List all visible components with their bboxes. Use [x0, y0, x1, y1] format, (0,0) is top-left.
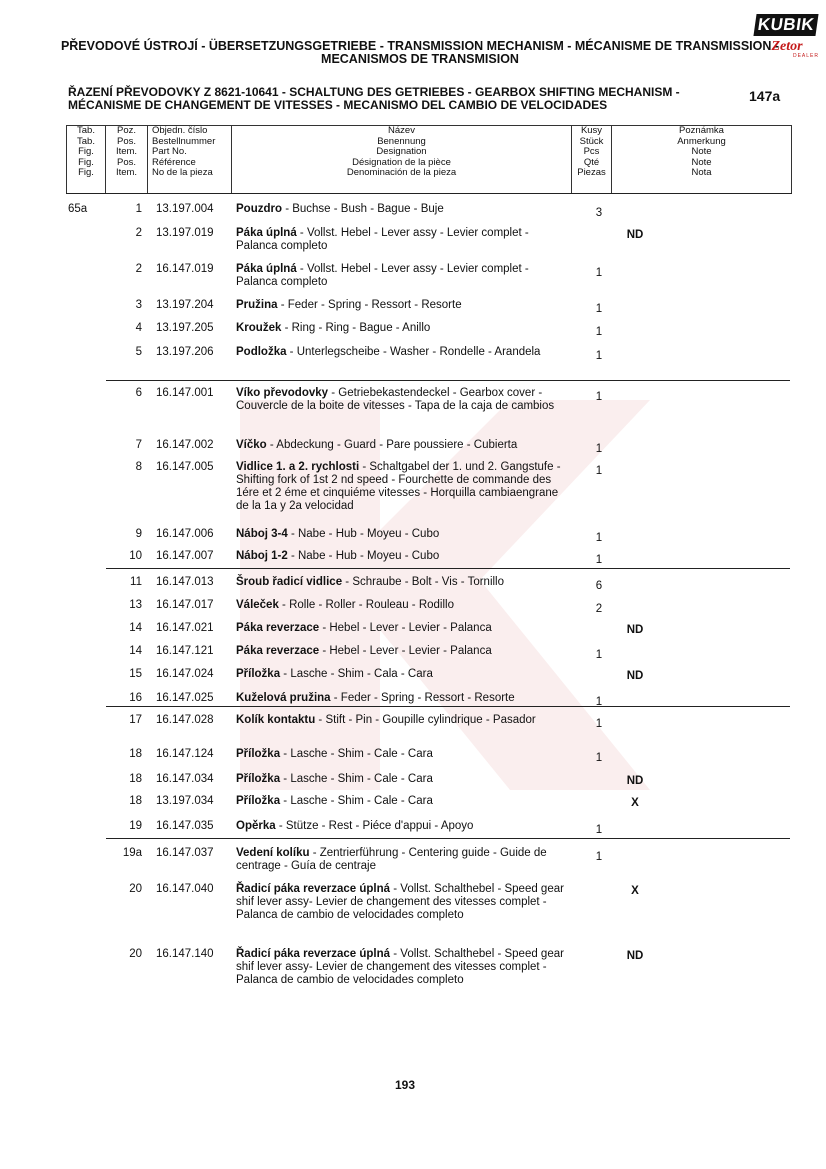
row-part-name: Víčko	[236, 439, 267, 451]
kubik-zetor-logo	[755, 14, 819, 70]
row-note: ND	[626, 670, 644, 682]
row-part-number: 16.147.017	[156, 599, 214, 611]
row-quantity: 1	[595, 267, 603, 279]
row-translations: - Vollst. Schalthebel - Speed gear shif lever assy- Levier de changement des vitesses complet - Palanca de cambio de velocidades completo	[236, 948, 564, 986]
row-note: ND	[626, 950, 644, 962]
row-note: ND	[626, 624, 644, 636]
header-name: Název Benennung Designation Désignation de la pièce Denominación de la pieza	[232, 125, 572, 193]
row-translations: - Feder - Spring - Ressort - Resorte	[277, 299, 462, 311]
row-description	[236, 203, 566, 216]
row-part-name: Pružina	[236, 299, 278, 311]
row-position: 3	[135, 299, 142, 311]
row-translations: - Nabe - Hub - Moyeu - Cubo	[287, 528, 440, 540]
section-title: ŘAZENÍ PŘEVODOVKY Z 8621-10641 - SCHALTUNG DES GETRIEBES - GEARBOX SHIFTING MECHANISM - MÉCANISME DE CHANGEMENT DE VITESSES - MECANISMO DEL CAMBIO DE VELOCIDADES	[68, 85, 680, 112]
row-translations: - Zentrierführung - Centering guide - Guide de centrage - Guía de centraje	[236, 847, 547, 872]
row-description	[236, 847, 566, 873]
row-position: 16	[129, 692, 142, 704]
row-part-number: 13.197.004	[156, 203, 214, 215]
header-bottom-rule	[66, 193, 792, 194]
row-quantity: 1	[595, 532, 603, 544]
row-part-number: 16.147.140	[156, 948, 214, 960]
row-part-name: Náboj 1-2	[236, 550, 288, 562]
row-description	[236, 528, 566, 541]
row-translations: - Getriebekastendeckel - Gearbox cover - Couvercle de la boite de vitesses - Tapa de la caja de cambios	[236, 387, 555, 412]
row-part-number: 13.197.019	[156, 227, 214, 239]
row-position: 7	[135, 439, 142, 451]
row-translations: - Vollst. Hebel - Lever assy - Levier complet - Palanca completo	[236, 227, 529, 252]
row-position: 14	[129, 645, 142, 657]
row-quantity: 1	[595, 824, 603, 836]
row-quantity: 1	[595, 696, 603, 708]
header-note: Poznámka Anmerkung Note Note Nota	[612, 125, 792, 193]
row-translations: - Schaltgabel der 1. und 2. Gangstufe - Shifting fork of 1st 2 nd speed - Fourchette de commande des 1ére et 2 éme et cinquiéme vitesses - Horquilla cambiaengrane de la 1a y 2a velocidad	[236, 461, 561, 512]
row-quantity: 1	[595, 851, 603, 863]
row-description	[236, 748, 566, 761]
row-tab-ref: 65a	[68, 203, 88, 215]
row-note: X	[631, 797, 639, 809]
row-position: 18	[129, 773, 142, 785]
row-description	[236, 439, 566, 452]
row-quantity: 2	[595, 603, 603, 615]
row-translations: - Stütze - Rest - Piéce d'appui - Apoyo	[275, 820, 474, 832]
row-description	[236, 645, 566, 658]
row-quantity: 1	[595, 391, 603, 403]
row-quantity: 1	[595, 326, 603, 338]
row-description	[236, 820, 566, 833]
row-position: 9	[135, 528, 142, 540]
row-description	[236, 346, 566, 359]
row-note: X	[631, 885, 639, 897]
row-quantity: 1	[595, 303, 603, 315]
row-part-name: Kroužek	[236, 322, 282, 334]
row-description	[236, 227, 566, 253]
row-translations: - Lasche - Shim - Cala - Cara	[280, 668, 433, 680]
row-position: 13	[129, 599, 142, 611]
row-part-number: 16.147.024	[156, 668, 214, 680]
row-part-name: Páka reverzace	[236, 622, 320, 634]
row-part-number: 13.197.205	[156, 322, 214, 334]
row-part-name: Páka úplná	[236, 263, 297, 275]
row-part-name: Řadicí páka reverzace úplná	[236, 948, 391, 960]
row-quantity: 1	[595, 465, 603, 477]
header-part-number: Objedn. číslo Bestellnummer Part No. Référence No de la pieza	[148, 125, 232, 193]
row-translations: - Feder - Spring - Ressort - Resorte	[330, 692, 515, 704]
row-description	[236, 461, 566, 513]
row-translations: - Lasche - Shim - Cale - Cara	[280, 795, 433, 807]
row-position: 4	[135, 322, 142, 334]
row-translations: - Buchse - Bush - Bague - Buje	[282, 203, 444, 215]
kubik-logo-text: KUBIK	[753, 14, 818, 36]
row-part-name: Opěrka	[236, 820, 276, 832]
row-separator	[106, 838, 790, 839]
row-description	[236, 714, 566, 727]
row-part-name: Víko převodovky	[236, 387, 329, 399]
row-translations: - Hebel - Lever - Levier - Palanca	[319, 622, 492, 634]
row-part-number: 16.147.040	[156, 883, 214, 895]
row-part-name: Pouzdro	[236, 203, 282, 215]
row-note: ND	[626, 775, 644, 787]
row-part-name: Šroub řadicí vidlice	[236, 576, 343, 588]
row-part-number: 13.197.034	[156, 795, 214, 807]
row-position: 11	[130, 576, 142, 588]
row-description	[236, 795, 566, 808]
row-translations: - Schraube - Bolt - Vis - Tornillo	[342, 576, 505, 588]
row-translations: - Rolle - Roller - Rouleau - Rodillo	[278, 599, 454, 611]
row-translations: - Nabe - Hub - Moyeu - Cubo	[287, 550, 440, 562]
row-part-number: 16.147.001	[156, 387, 214, 399]
header-tab: Tab. Tab. Fig. Fig. Fig.	[66, 125, 106, 193]
row-part-name: Příložka	[236, 795, 281, 807]
row-position: 20	[129, 883, 142, 895]
zetor-logo-text: Zetor	[771, 39, 803, 54]
row-part-name: Váleček	[236, 599, 279, 611]
document-header-title: PŘEVODOVÉ ÚSTROJÍ - ÜBERSETZUNGSGETRIEBE - TRANSMISSION MECHANISM - MÉCANISME DE TRANSMISSION - MECANISMOS DE TRANSMISION	[60, 39, 780, 66]
row-description	[236, 622, 566, 635]
row-position: 1	[135, 203, 142, 215]
row-part-name: Vedení kolíku	[236, 847, 310, 859]
row-position: 8	[135, 461, 142, 473]
row-position: 6	[135, 387, 142, 399]
row-position: 18	[129, 748, 142, 760]
row-part-number: 16.147.025	[156, 692, 214, 704]
row-quantity: 1	[595, 443, 603, 455]
row-part-name: Vidlice 1. a 2. rychlosti	[236, 461, 360, 473]
row-position: 19	[129, 820, 142, 832]
row-part-number: 13.197.206	[156, 346, 214, 358]
row-translations: - Abdeckung - Guard - Pare poussiere - Cubierta	[266, 439, 518, 451]
table-header	[66, 125, 792, 193]
row-position: 18	[129, 795, 142, 807]
row-part-number: 16.147.019	[156, 263, 214, 275]
row-translations: - Unterlegscheibe - Washer - Rondelle - Arandela	[286, 346, 541, 358]
row-position: 17	[129, 714, 142, 726]
row-part-number: 16.147.006	[156, 528, 214, 540]
row-quantity: 1	[595, 649, 603, 661]
row-translations: - Ring - Ring - Bague - Anillo	[281, 322, 431, 334]
row-description	[236, 883, 566, 922]
dealer-logo-tag: DEALER	[792, 53, 819, 59]
row-part-name: Kuželová pružina	[236, 692, 331, 704]
row-part-number: 16.147.034	[156, 773, 214, 785]
row-position: 14	[129, 622, 142, 634]
row-translations: - Vollst. Hebel - Lever assy - Levier complet - Palanca completo	[236, 263, 529, 288]
row-translations: - Lasche - Shim - Cale - Cara	[280, 748, 433, 760]
row-part-name: Podložka	[236, 346, 287, 358]
row-part-name: Náboj 3-4	[236, 528, 288, 540]
row-translations: - Hebel - Lever - Levier - Palanca	[319, 645, 492, 657]
page-code: 147a	[749, 88, 781, 104]
row-description	[236, 299, 566, 312]
row-quantity: 3	[595, 207, 603, 219]
row-part-number: 16.147.005	[156, 461, 214, 473]
row-description	[236, 263, 566, 289]
row-position: 5	[135, 346, 142, 358]
row-description	[236, 550, 566, 563]
row-separator	[106, 568, 790, 569]
row-part-number: 16.147.028	[156, 714, 214, 726]
header-qty: Kusy Stück Pcs Qté Piezas	[572, 125, 612, 193]
row-part-name: Páka úplná	[236, 227, 297, 239]
row-description	[236, 576, 566, 589]
page-number: 193	[395, 1078, 416, 1092]
row-part-number: 16.147.035	[156, 820, 214, 832]
row-position: 2	[135, 263, 142, 275]
row-part-name: Příložka	[236, 773, 281, 785]
row-part-name: Příložka	[236, 748, 281, 760]
row-separator	[106, 706, 790, 707]
row-separator	[106, 380, 790, 381]
row-position: 15	[129, 668, 142, 680]
row-position: 20	[129, 948, 142, 960]
row-quantity: 1	[595, 752, 603, 764]
row-translations: - Lasche - Shim - Cale - Cara	[280, 773, 433, 785]
row-part-number: 16.147.013	[156, 576, 214, 588]
row-description	[236, 599, 566, 612]
row-part-name: Kolík kontaktu	[236, 714, 316, 726]
row-description	[236, 322, 566, 335]
row-description	[236, 668, 566, 681]
row-description	[236, 387, 566, 413]
row-description	[236, 692, 566, 705]
header-pos: Poz. Pos. Item. Pos. Item.	[106, 125, 148, 193]
row-position: 2	[135, 227, 142, 239]
row-part-number: 16.147.124	[156, 748, 214, 760]
row-translations: - Vollst. Schalthebel - Speed gear shif lever assy- Levier de changement des vitesses complet - Palanca de cambio de velocidades completo	[236, 883, 564, 921]
row-part-number: 16.147.121	[156, 645, 214, 657]
row-description	[236, 948, 566, 987]
row-quantity: 1	[595, 554, 603, 566]
row-part-number: 16.147.007	[156, 550, 214, 562]
row-translations: - Stift - Pin - Goupille cylindrique - Pasador	[315, 714, 536, 726]
row-part-number: 16.147.021	[156, 622, 214, 634]
row-part-name: Řadicí páka reverzace úplná	[236, 883, 391, 895]
row-part-number: 16.147.002	[156, 439, 214, 451]
row-part-number: 16.147.037	[156, 847, 214, 859]
row-part-name: Páka reverzace	[236, 645, 320, 657]
row-quantity: 6	[595, 580, 603, 592]
row-position: 10	[129, 550, 142, 562]
row-position: 19a	[122, 847, 142, 859]
row-note: ND	[626, 229, 644, 241]
row-quantity: 1	[595, 350, 603, 362]
row-part-number: 13.197.204	[156, 299, 214, 311]
row-description	[236, 773, 566, 786]
row-quantity: 1	[595, 718, 603, 730]
row-part-name: Příložka	[236, 668, 281, 680]
